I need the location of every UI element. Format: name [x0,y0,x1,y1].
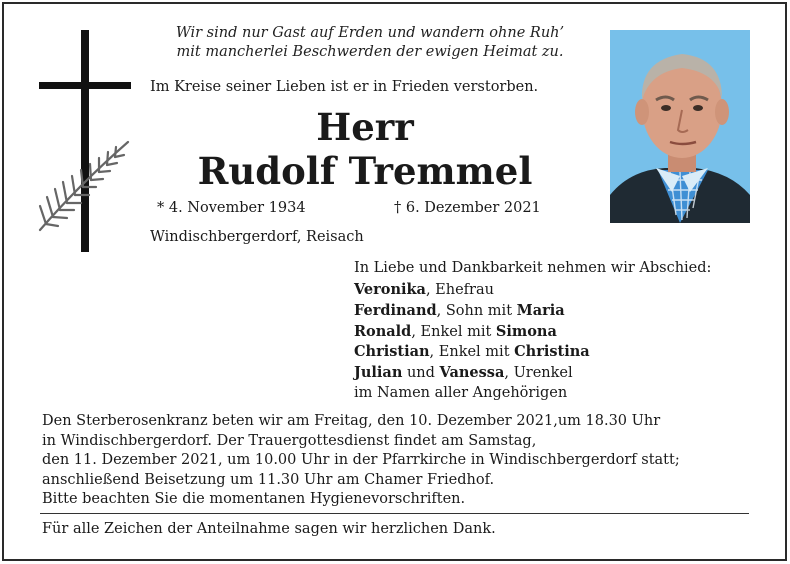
mourner-name: Julian [354,364,403,382]
mourners-closing: im Namen aller Angehörigen [354,384,568,401]
motto-line-1: Wir sind nur Gast auf Erden und wandern ohne Ruh’ [175,25,565,41]
info-line: den 11. Dezember 2021, um 10.00 Uhr in der Pfarrkirche in Windischbergerdorf statt; [42,452,680,469]
info-line: in Windischbergerdorf. Der Trauergottesdienst findet am Samstag, [42,432,537,449]
cross-with-palm-icon [36,30,136,252]
thanks-line: Für alle Zeichen der Anteilnahme sagen wir herzlichen Dank. [42,521,496,537]
service-info [42,412,680,510]
farewell-line: In Liebe und Dankbarkeit nehmen wir Abschied: [354,260,712,276]
mourner-name: Veronika [354,281,426,298]
info-line: Bitte beachten Sie die momentanen Hygienevorschriften. [42,491,466,508]
mourner-partner-name: Vanessa [439,364,505,382]
mourner-relation: , Urenkel [504,365,573,382]
mourner-name: Christian [354,343,430,361]
mourners-list [354,280,590,404]
portrait-photo [610,30,750,223]
mourner-name: Ronald [354,322,412,340]
divider [40,513,749,514]
motto-line-2: mit mancherlei Beschwerden der ewigen Heimat zu. [176,44,564,60]
mourner-relation: , Ehefrau [425,282,494,298]
mourner-row [354,363,590,384]
mourner-partner-name: Simona [495,322,557,340]
mourner-row [354,342,590,363]
motto [150,24,590,62]
mourner-relation: , Enkel mit [411,323,496,340]
mourner-row [354,280,590,301]
death-date: † 6. Dezember 2021 [394,200,541,216]
deceased-name: Rudolf Tremmel [197,149,533,193]
birth-date: * 4. November 1934 [157,200,306,216]
mourner-partner-name: Maria [516,301,565,319]
mourner-name: Ferdinand [354,301,437,319]
intro-text: Im Kreise seiner Lieben ist er in Frieden verstorben. [150,79,539,95]
info-line: Den Sterberosenkranz beten wir am Freitag, den 10. Dezember 2021,um 18.30 Uhr [42,413,661,429]
mourner-row [354,301,590,322]
salutation: Herr [316,105,414,149]
info-line: anschließend Beisetzung um 11.30 Uhr am Chamer Friedhof. [42,471,495,488]
mourner-row [354,322,590,343]
mourner-relation: , Sohn mit [436,302,517,319]
residence: Windischbergerdorf, Reisach [150,229,364,245]
mourner-partner-name: Christina [514,343,590,361]
mourner-relation: , Enkel mit [429,344,515,361]
mourner-conjunction: und [402,365,440,382]
